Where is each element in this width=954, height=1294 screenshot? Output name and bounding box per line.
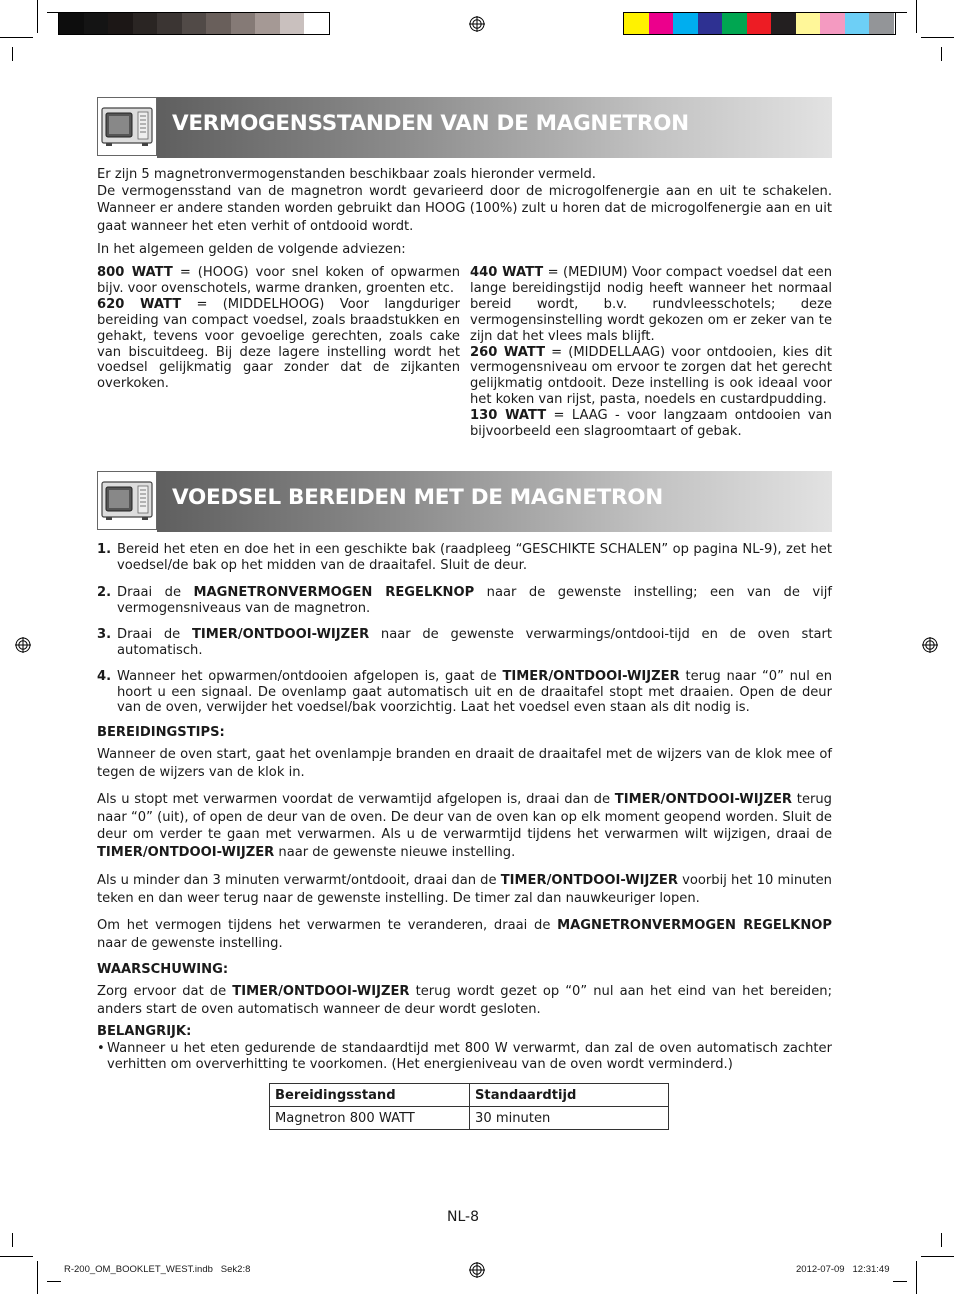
important-text: Wanneer u het eten gedurende de standaardtijd met 800 W verwarmt, dan zal de oven automatisch zachter verhitten om oververhitting te voorkomen. (Het energieniveau van de oven wordt verminderd.) — [107, 1041, 832, 1072]
intro-line1: Er zijn 5 magnetronvermogenstanden beschikbaar zoals hieronder vermeld. — [97, 167, 596, 182]
section-header-power-levels — [97, 97, 832, 158]
color-swatch — [231, 13, 256, 34]
color-swatch — [673, 13, 698, 34]
power-level-260: 260 WATT = (MIDDELLAAG) voor ontdooien, kies dit vermogensniveau om ervoor te zorgen dat het gerecht gelijkmatig ontdooit. Deze instelling is ook ideaal voor het koken van rijst, pasta, noedels en custardpudding. — [470, 344, 832, 408]
step-number: 3. — [97, 627, 112, 642]
page-number: NL-8 — [447, 1209, 479, 1225]
important-heading: BELANGRIJK: — [97, 1024, 192, 1039]
warning-text: Zorg ervoor dat de TIMER/ONTDOOI-WIJZER terug wordt gezet op “0” nul aan het eind van het bereiden; anders start de oven automatisch wanneer de deur wordt gesloten. — [97, 984, 832, 1017]
warning-heading: WAARSCHUWING: — [97, 962, 229, 977]
advice-intro: In het algemeen gelden de volgende adviezen: — [97, 242, 406, 257]
table-row — [270, 1107, 669, 1130]
color-swatch — [747, 13, 772, 34]
section-header-cooking — [97, 471, 832, 532]
power-level-440: 440 WATT = (MEDIUM) Voor compact voedsel dat een lange bereidingstijd nodig heeft wanneer het normaal bereid wordt, b.v. rundvleesschotels; deze vermogensinstelling wordt gekozen om er zeker van te zijn dat het vlees mals blijft. — [470, 265, 832, 344]
color-swatch — [255, 13, 280, 34]
gray-color-bar — [58, 12, 330, 35]
color-swatch — [845, 13, 870, 34]
process-color-bar — [623, 12, 896, 35]
table-cell: 30 minuten — [470, 1107, 669, 1130]
tip-paragraph: Wanneer de oven start, gaat het ovenlampje branden en draait de draaitafel met de wijzers van de klok mee of tegen de wijzers van de klok in. — [97, 747, 832, 780]
standard-time-table — [269, 1083, 669, 1130]
step-text: Wanneer het opwarmen/ontdooien afgelopen is, gaat de TIMER/ONTDOOI-WIJZER terug naar “0” nul en hoort u een signaal. De ovenlamp gaat automatisch uit en de draaitafel stopt met draaien. Open de deur van de oven, verwijder het voedsel/bak voorzichtig. Laat het voedsel even staan als dit nodig is. — [117, 669, 832, 716]
color-swatch — [624, 13, 649, 34]
color-swatch — [698, 13, 723, 34]
registration-mark-icon — [469, 1262, 485, 1278]
table-header-row — [270, 1084, 669, 1107]
footer-filename: R-200_OM_BOOKLET_WEST.indb Sek2:8 — [64, 1264, 251, 1275]
step-number: 4. — [97, 669, 112, 684]
color-swatch — [722, 13, 747, 34]
step-text: Draai de TIMER/ONTDOOI-WIJZER naar de gewenste verwarmings/ontdooi-tijd en de oven start automatisch. — [117, 627, 833, 658]
tips-heading: BEREIDINGSTIPS: — [97, 725, 225, 740]
footer-timestamp: 2012-07-09 12:31:49 — [796, 1264, 890, 1275]
color-swatch — [84, 13, 109, 34]
bullet: • — [97, 1041, 105, 1056]
tip-paragraph: Om het vermogen tijdens het verwarmen te veranderen, draai de MAGNETRONVERMOGEN REGELKNOP naar de gewenste instelling. — [97, 918, 833, 951]
color-swatch — [182, 13, 207, 34]
color-swatch — [206, 13, 231, 34]
color-swatch — [280, 13, 305, 34]
color-swatch — [869, 13, 894, 34]
step-number: 2. — [97, 585, 112, 600]
color-swatch — [304, 13, 329, 34]
step-number: 1. — [97, 542, 112, 557]
registration-mark-icon — [922, 637, 938, 653]
section-title: VOEDSEL BEREIDEN MET DE MAGNETRON — [172, 485, 663, 510]
color-swatch — [796, 13, 821, 34]
tip-paragraph: Als u stopt met verwarmen voordat de verwamtijd afgelopen is, draai dan de TIMER/ONTDOOI-WIJZER terug naar “0” (uit), of open de deur van de oven. De deur van de oven kan op elk moment geopend worden. Sluit de deur om verder te gaan met verwarmen. Als u de verwarmtijd tijdens het verwarmen wilt wijzigen, draai de TIMER/ONTDOOI-WIJZER naar de gewenste nieuwe instelling. — [97, 792, 832, 860]
table-header-cell: Standaardtijd — [470, 1084, 669, 1107]
power-level-800: 800 WATT = (HOOG) voor snel koken of opwarmen bijv. voor ovenschotels, warme dranken, groenten etc. — [97, 265, 460, 296]
tip-paragraph: Als u minder dan 3 minuten verwarmt/ontdooit, draai dan de TIMER/ONTDOOI-WIJZER voorbij het 10 minuten teken en dan weer terug naar de gewenste instelling. De timer zal dan nauwkeuriger lopen. — [97, 873, 832, 906]
color-swatch — [59, 13, 84, 34]
color-swatch — [820, 13, 845, 34]
power-levels-right-column — [470, 265, 832, 440]
color-swatch — [649, 13, 674, 34]
registration-mark-icon — [15, 637, 31, 653]
intro-paragraph: De vermogensstand van de magnetron wordt gevarieerd door de microgolfenergie aan en uit te schakelen. Wanneer er andere standen worden gebruikt dan HOOG (100%) zult u horen dat de microgolfenergie aan en uit gaat wanneer het eten verhit of ontdooid wordt. — [97, 184, 832, 234]
registration-mark-icon — [469, 16, 485, 32]
microwave-icon — [97, 471, 157, 530]
step-text: Bereid het eten en doe het in een geschikte bak (raadpleeg “GESCHIKTE SCHALEN” op pagina NL-9), zet het voedsel/de bak op het midden van de draaitafel. Sluit de deur. — [117, 542, 832, 573]
step-text: Draai de MAGNETRONVERMOGEN REGELKNOP naar de gewenste instelling; een van de vijf vermogensniveaus van de magnetron. — [117, 585, 832, 616]
power-level-130: 130 WATT = LAAG - voor langzaam ontdooien van bijvoorbeeld een slagroomtaart of gebak. — [470, 408, 832, 440]
color-swatch — [108, 13, 133, 34]
microwave-icon — [97, 97, 157, 156]
color-swatch — [133, 13, 158, 34]
power-level-620: 620 WATT = (MIDDELHOOG) Voor langduriger bereiding van compact voedsel, zoals braadstukken en gehakt, tevens voor gevoelige gerechten, zoals cake van biscuitdeeg. Bij deze lagere instelling wordt het voedsel gelijkmatig gaar zonder dat de zijkanten overkoken. — [97, 296, 460, 392]
color-swatch — [157, 13, 182, 34]
table-cell: Magnetron 800 WATT — [270, 1107, 470, 1130]
power-levels-left-column — [97, 265, 460, 392]
color-swatch — [771, 13, 796, 34]
section-title: VERMOGENSSTANDEN VAN DE MAGNETRON — [172, 111, 689, 136]
table-header-cell: Bereidingsstand — [270, 1084, 470, 1107]
